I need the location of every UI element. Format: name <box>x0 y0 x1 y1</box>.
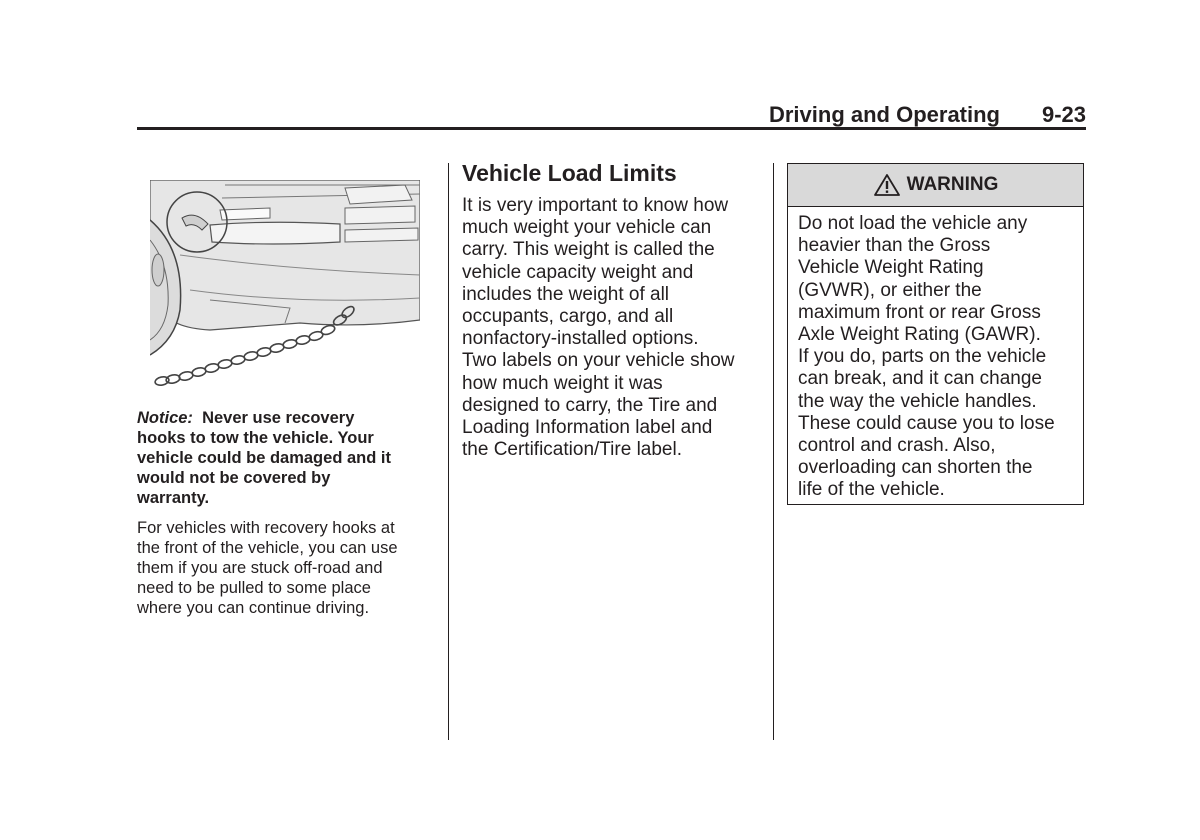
warning-line: heavier than the Gross <box>798 235 991 257</box>
paragraph-line: the front of the vehicle, you can use <box>137 539 398 557</box>
header-rule <box>137 127 1086 130</box>
notice-line: hooks to tow the vehicle. Your <box>137 429 374 447</box>
column-divider-left <box>448 163 449 740</box>
warning-line: (GVWR), or either the <box>798 279 982 301</box>
paragraph-line: where you can continue driving. <box>137 599 370 617</box>
notice-label: Notice: <box>137 409 193 427</box>
page-number: 9-23 <box>1041 102 1086 127</box>
notice-line: warranty. <box>137 489 210 507</box>
warning-line: overloading can shorten the <box>798 457 1033 479</box>
tow-hook-illustration <box>150 180 420 390</box>
page-header <box>137 100 1086 130</box>
warning-triangle-icon <box>873 173 901 197</box>
section-title: Driving and Operating <box>768 102 1000 127</box>
column-divider-right <box>773 163 774 740</box>
warning-line: maximum front or rear Gross <box>798 301 1041 323</box>
warning-line: control and crash. Also, <box>798 435 996 457</box>
warning-line: life of the vehicle. <box>798 479 945 501</box>
warning-line: Do not load the vehicle any <box>798 213 1028 234</box>
paragraph-line: occupants, cargo, and all <box>462 306 674 328</box>
paragraph-line: nonfactory-installed options. <box>462 328 699 350</box>
warning-line: Axle Weight Rating (GAWR). <box>798 324 1041 346</box>
paragraph-line: need to be pulled to some place <box>137 579 371 597</box>
notice-text <box>137 408 437 508</box>
paragraph-line: Two labels on your vehicle show <box>462 350 735 372</box>
paragraph-line: them if you are stuck off-road and <box>137 559 383 577</box>
paragraph-line: For vehicles with recovery hooks at <box>137 519 395 537</box>
paragraph-line: the Certification/Tire label. <box>462 439 683 461</box>
paragraph-line: vehicle capacity weight and <box>462 261 694 283</box>
notice-line: vehicle could be damaged and it <box>137 449 391 467</box>
recovery-hooks-paragraph <box>137 518 437 618</box>
paragraph-line: carry. This weight is called the <box>462 239 715 261</box>
paragraph-line: includes the weight of all <box>462 283 670 305</box>
tow-hook-chain-illustration-icon <box>150 180 420 390</box>
warning-line: the way the vehicle handles. <box>798 390 1037 412</box>
warning-line: Vehicle Weight Rating <box>798 257 984 279</box>
warning-line: can break, and it can change <box>798 368 1043 390</box>
warning-line: If you do, parts on the vehicle <box>798 346 1047 368</box>
paragraph-line: designed to carry, the Tire and <box>462 394 718 416</box>
load-limits-paragraph <box>462 195 762 461</box>
paragraph-line: how much weight it was <box>462 372 663 394</box>
warning-box <box>787 163 1084 505</box>
paragraph-line: Loading Information label and <box>462 417 713 439</box>
paragraph-line: much weight your vehicle can <box>462 217 712 239</box>
notice-line: would not be covered by <box>137 469 331 487</box>
section-heading: Vehicle Load Limits <box>462 160 677 186</box>
warning-title: WARNING <box>906 174 999 195</box>
warning-header <box>788 164 1083 207</box>
warning-line: These could cause you to lose <box>798 412 1055 434</box>
notice-line: Never use recovery <box>202 409 355 427</box>
paragraph-line: It is very important to know how <box>462 195 729 216</box>
warning-text <box>798 213 1083 502</box>
